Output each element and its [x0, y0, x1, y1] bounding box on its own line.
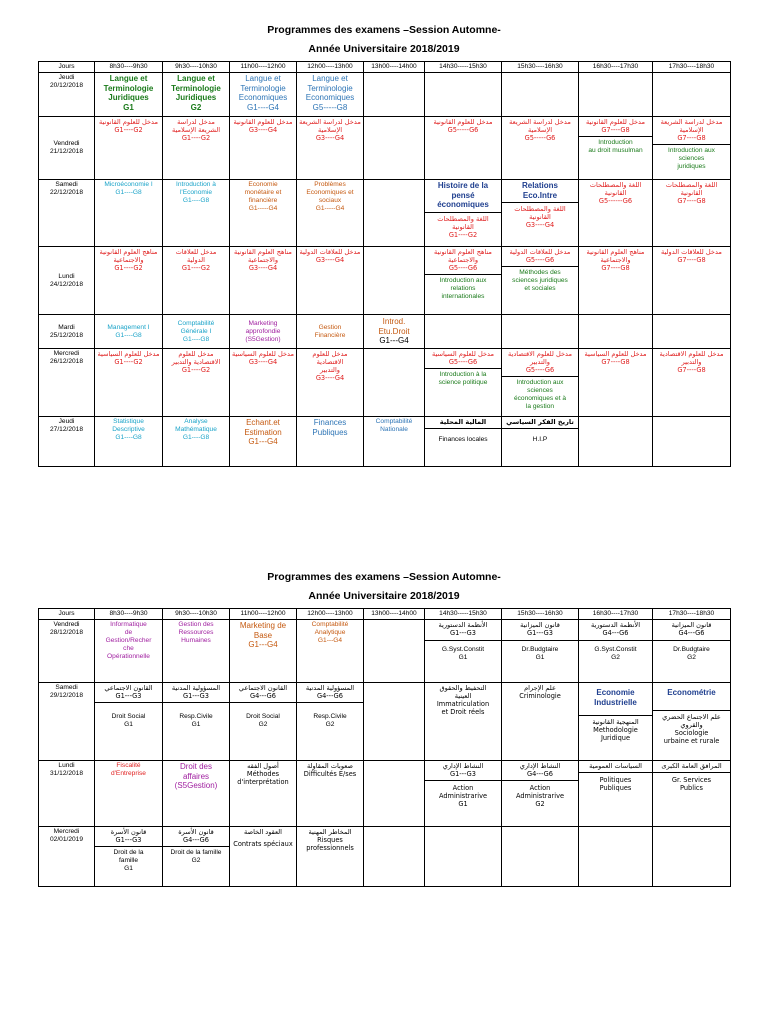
exam-cell: مدخل للعلوم القانونية G7----G8 Introduction au droit musulman	[579, 117, 653, 180]
header-cell: 13h00----14h00	[364, 609, 425, 620]
day-cell	[39, 180, 95, 247]
empty-cell	[425, 315, 502, 349]
exam-cell: التحفيظ والحقوق العينية Immatriculation et Droit réels	[425, 683, 502, 761]
header-cell: Jours	[39, 609, 95, 620]
exam-schedule-table	[38, 608, 731, 887]
empty-cell	[364, 620, 425, 683]
empty-cell	[653, 417, 731, 467]
exam-cell: مدخل للعلوم القانونية G3----G4	[230, 117, 297, 180]
empty-cell	[425, 73, 502, 117]
exam-cell: مناهج العلوم القانونية والاجتماعية G3----G4	[230, 247, 297, 315]
table-row	[39, 349, 731, 417]
header-cell: 17h30----18h30	[653, 609, 731, 620]
exam-cell: Economie Industrielle المنهجية القانونية Methodologie Juridique	[579, 683, 653, 761]
exam-cell: Introduction à l'Economie G1----G8	[163, 180, 230, 247]
day-date: 29/12/2018	[49, 692, 83, 699]
empty-cell	[653, 73, 731, 117]
exam-cell: Management I G1----G8	[95, 315, 163, 349]
table-row	[39, 180, 731, 247]
header-cell: 14h30-----15h30	[425, 609, 502, 620]
day-date: 24/12/2018	[49, 280, 83, 288]
exam-cell: مناهج العلوم القانونية والاجتماعية G7----G8	[579, 247, 653, 315]
empty-cell	[364, 247, 425, 315]
day-date: 31/12/2018	[49, 770, 83, 777]
exam-cell: مدخل للعلوم القانونية G5-----G6	[425, 117, 502, 180]
header-cell: 16h30----17h30	[579, 62, 653, 73]
table-row	[39, 417, 731, 467]
page-subtitle: Année Universitaire 2018/2019	[308, 590, 460, 602]
exam-cell: مدخل للعلوم السياسية G1----G2	[95, 349, 163, 417]
exam-cell: مدخل للعلاقات الدولية G3----G4	[297, 247, 364, 315]
day-date: 02/01/2019	[49, 836, 83, 843]
exam-cell: اللغة والمصطلحات القانونية G7----G8	[653, 180, 731, 247]
header-cell: 12h00----13h00	[297, 609, 364, 620]
exam-cell: قانون الميزانية G1---G3 Dr.Budgtaire G1	[502, 620, 579, 683]
day-cell	[39, 349, 95, 417]
exam-cell: Marketing de Base G1---G4	[230, 620, 297, 683]
day-cell	[39, 117, 95, 180]
empty-cell	[653, 827, 731, 887]
exam-cell: قانون الأسرة G4---G6 Droit de la famille G2	[163, 827, 230, 887]
exam-cell: مدخل للعلاقات الدولية G7----G8	[653, 247, 731, 315]
exam-cell: تاريخ الفكر السياسي H.I.P	[502, 417, 579, 467]
header-cell: 13h00----14h00	[364, 62, 425, 73]
exam-cell: Relations Eco.Intre اللغة والمصطلحات القانونية G3----G4	[502, 180, 579, 247]
exam-cell: Analyse Mathématique G1----G8	[163, 417, 230, 467]
exam-cell: Langue et Terminologie Juridiques G2	[163, 73, 230, 117]
table-row	[39, 683, 731, 761]
day-cell	[39, 73, 95, 117]
exam-cell: مدخل لدراسة الشريعة الإسلامية G7----G8 Introduction aux sciences juridiques	[653, 117, 731, 180]
empty-cell	[364, 180, 425, 247]
exam-cell: مدخل للعلوم الاقتصادية والتدبير G3----G4	[297, 349, 364, 417]
day-name: Vendredi	[53, 140, 80, 147]
exam-cell: مدخل للعلوم السياسية G3----G4	[230, 349, 297, 417]
exam-cell: مدخل للعلاقات الدولية G1----G2	[163, 247, 230, 315]
day-cell	[39, 827, 95, 887]
empty-cell	[364, 349, 425, 417]
exam-cell: مدخل للعلوم الاقتصادية والتدبير G5----G6 Introduction aux sciences économiques et à la gestion	[502, 349, 579, 417]
day-name: Mercredi	[53, 350, 80, 357]
exam-cell: مدخل للعلوم القانونية G1----G2	[95, 117, 163, 180]
header-cell: 16h30----17h30	[579, 609, 653, 620]
exam-cell: اللغة والمصطلحات القانونية G5------G6	[579, 180, 653, 247]
exam-cell: النشاط الإداري G1---G3 Action Administrarive G1	[425, 761, 502, 827]
empty-cell	[502, 73, 579, 117]
day-name: Mardi	[58, 323, 75, 331]
exam-cell: مدخل للعلوم السياسية G7----G8	[579, 349, 653, 417]
exam-cell: الأنظمة الدستورية G1---G3 G.Syst.Constit G1	[425, 620, 502, 683]
table-row	[39, 73, 731, 117]
day-date: 20/12/2018	[49, 82, 83, 89]
exam-cell: Statistique Descriptive G1----G8	[95, 417, 163, 467]
day-cell	[39, 247, 95, 315]
header-cell: 9h30----10h30	[163, 62, 230, 73]
table-row	[39, 117, 731, 180]
exam-cell: Gestion Financière	[297, 315, 364, 349]
day-cell	[39, 683, 95, 761]
exam-cell: المسؤولية المدنية G1---G3 Resp.Civile G1	[163, 683, 230, 761]
table-row	[39, 827, 731, 887]
exam-cell: مدخل لدراسة الشريعة الإسلامية G3----G4	[297, 117, 364, 180]
exam-cell: Economie monétaire et financière G1-----G4	[230, 180, 297, 247]
exam-cell: Comptabilité Analytique G1---G4	[297, 620, 364, 683]
table-row	[39, 620, 731, 683]
day-cell	[39, 417, 95, 467]
day-cell	[39, 761, 95, 827]
exam-cell: Microéconomie I G1----G8	[95, 180, 163, 247]
day-date: 28/12/2018	[49, 629, 83, 636]
exam-cell: المالية المحلية Finances locales	[425, 417, 502, 467]
day-name: Vendredi	[53, 621, 80, 628]
header-row	[39, 609, 731, 620]
exam-cell: مدخل للعلوم الاقتصادية والتدبير G1----G2	[163, 349, 230, 417]
day-date: 21/12/2018	[49, 148, 83, 155]
exam-cell: Gestion des Ressources Humaines	[163, 620, 230, 683]
exam-cell: قانون الميزانية G4---G6 Dr.Budgtaire G2	[653, 620, 731, 683]
exam-cell: السياسات العمومية Politiques Publiques	[579, 761, 653, 827]
exam-cell: النشاط الإداري G4---G6 Action Administrarive G2	[502, 761, 579, 827]
day-date: 26/12/2018	[49, 358, 83, 365]
page-subtitle: Année Universitaire 2018/2019	[308, 43, 460, 55]
exam-cell: Fiscalité d'Entreprise	[95, 761, 163, 827]
empty-cell	[579, 417, 653, 467]
exam-cell: المرافق العامة الكبرى Gr. Services Publics	[653, 761, 731, 827]
exam-cell: المسؤولية المدنية G4---G6 Resp.Civile G2	[297, 683, 364, 761]
exam-cell: العقود الخاصة Contrats spéciaux	[230, 827, 297, 887]
exam-cell: مناهج العلوم القانونية والاجتماعية G5----G6 Introduction aux relations internationales	[425, 247, 502, 315]
exam-cell: Droit des affaires (S5Gestion)	[163, 761, 230, 827]
day-name: Mercredi	[53, 828, 80, 835]
header-cell: 15h30----16h30	[502, 62, 579, 73]
header-cell: 11h00----12h00	[230, 609, 297, 620]
header-cell: 15h30----16h30	[502, 609, 579, 620]
exam-cell: صعوبات المقاولة Difficultés E/ses	[297, 761, 364, 827]
day-name: Jeudi	[58, 418, 75, 425]
day-name: Samedi	[55, 684, 78, 691]
table-row	[39, 315, 731, 349]
table-row	[39, 247, 731, 315]
exam-cell: مدخل للعلوم الاقتصادية والتدبير G7----G8	[653, 349, 731, 417]
exam-cell: Echant.et Estimation G1---G4	[230, 417, 297, 467]
exam-cell: مدخل للعلاقات الدولية G5----G6 Méthodes des sciences juridiques et sociales	[502, 247, 579, 315]
exam-cell: Problèmes Economiques et sociaux G1-----G4	[297, 180, 364, 247]
exam-cell: مدخل لدراسة الشريعة الإسلامية G1----G2	[163, 117, 230, 180]
exam-cell: مدخل لدراسة الشريعة الإسلامية G5-----G6	[502, 117, 579, 180]
empty-cell	[364, 683, 425, 761]
header-row	[39, 62, 731, 73]
empty-cell	[502, 315, 579, 349]
empty-cell	[364, 117, 425, 180]
header-cell: 8h30----9h30	[95, 62, 163, 73]
empty-cell	[425, 827, 502, 887]
header-cell: 8h30----9h30	[95, 609, 163, 620]
exam-schedule-table	[38, 61, 731, 467]
day-cell	[39, 315, 95, 349]
schedule-page-1	[38, 0, 730, 467]
day-name: Lundi	[58, 762, 75, 769]
day-date: 27/12/2018	[49, 426, 83, 433]
exam-cell: مناهج العلوم القانونية والاجتماعية G1----G2	[95, 247, 163, 315]
empty-cell	[364, 761, 425, 827]
exam-cell: القانون الاجتماعي G4---G6 Droit Social G2	[230, 683, 297, 761]
day-date: 25/12/2018	[49, 331, 83, 339]
exam-cell: الأنظمة الدستورية G4---G6 G.Syst.Constit G2	[579, 620, 653, 683]
header-cell: 11h00----12h00	[230, 62, 297, 73]
exam-cell: Langue et Terminologie Economiques G5-----G8	[297, 73, 364, 117]
day-name: Lundi	[58, 272, 75, 280]
exam-cell: Comptabilité Nationale	[364, 417, 425, 467]
exam-cell: Introd. Etu.Droit G1---G4	[364, 315, 425, 349]
exam-cell: قانون الأسرة G1---G3 Droit de la famille G1	[95, 827, 163, 887]
exam-cell: مدخل للعلوم السياسية G5----G6 Introduction à la science politique	[425, 349, 502, 417]
exam-cell: Histoire de la pensé économiques اللغة والمصطلحات القانونية G1----G2	[425, 180, 502, 247]
header-cell: 17h30----18h30	[653, 62, 731, 73]
exam-cell: Marketing approfondie (S5Gestion)	[230, 315, 297, 349]
exam-cell: Langue et Terminologie Juridiques G1	[95, 73, 163, 117]
exam-cell: Econométrie علم الاجتماع الحضري والقروي Sociologie urbaine et rurale	[653, 683, 731, 761]
day-cell	[39, 620, 95, 683]
empty-cell	[364, 827, 425, 887]
exam-cell: Informatique de Gestion/Recher che Opérationnelle	[95, 620, 163, 683]
schedule-page-2	[38, 567, 730, 887]
exam-cell: أصول الفقه Méthodes d'interprétation	[230, 761, 297, 827]
table-row	[39, 761, 731, 827]
exam-cell: القانون الاجتماعي G1---G3 Droit Social G1	[95, 683, 163, 761]
header-cell: Jours	[39, 62, 95, 73]
empty-cell	[579, 315, 653, 349]
page-title: Programmes des examens –Session Automne-	[267, 571, 501, 583]
day-name: Jeudi	[58, 74, 75, 81]
empty-cell	[364, 73, 425, 117]
exam-cell: Comptabilité Générale I G1----G8	[163, 315, 230, 349]
exam-cell: المخاطر المهنية Risques professionnels	[297, 827, 364, 887]
header-cell: 12h00----13h00	[297, 62, 364, 73]
empty-cell	[579, 73, 653, 117]
empty-cell	[579, 827, 653, 887]
header-cell: 9h30----10h30	[163, 609, 230, 620]
exam-cell: Finances Publiques	[297, 417, 364, 467]
empty-cell	[502, 827, 579, 887]
header-cell: 14h30-----15h30	[425, 62, 502, 73]
day-date: 22/12/2018	[49, 189, 83, 196]
empty-cell	[653, 315, 731, 349]
day-name: Samedi	[55, 181, 78, 188]
exam-cell: علم الإجرام Criminologie	[502, 683, 579, 761]
page-title: Programmes des examens –Session Automne-	[267, 24, 501, 36]
exam-cell: Langue et Terminologie Economiques G1----G4	[230, 73, 297, 117]
